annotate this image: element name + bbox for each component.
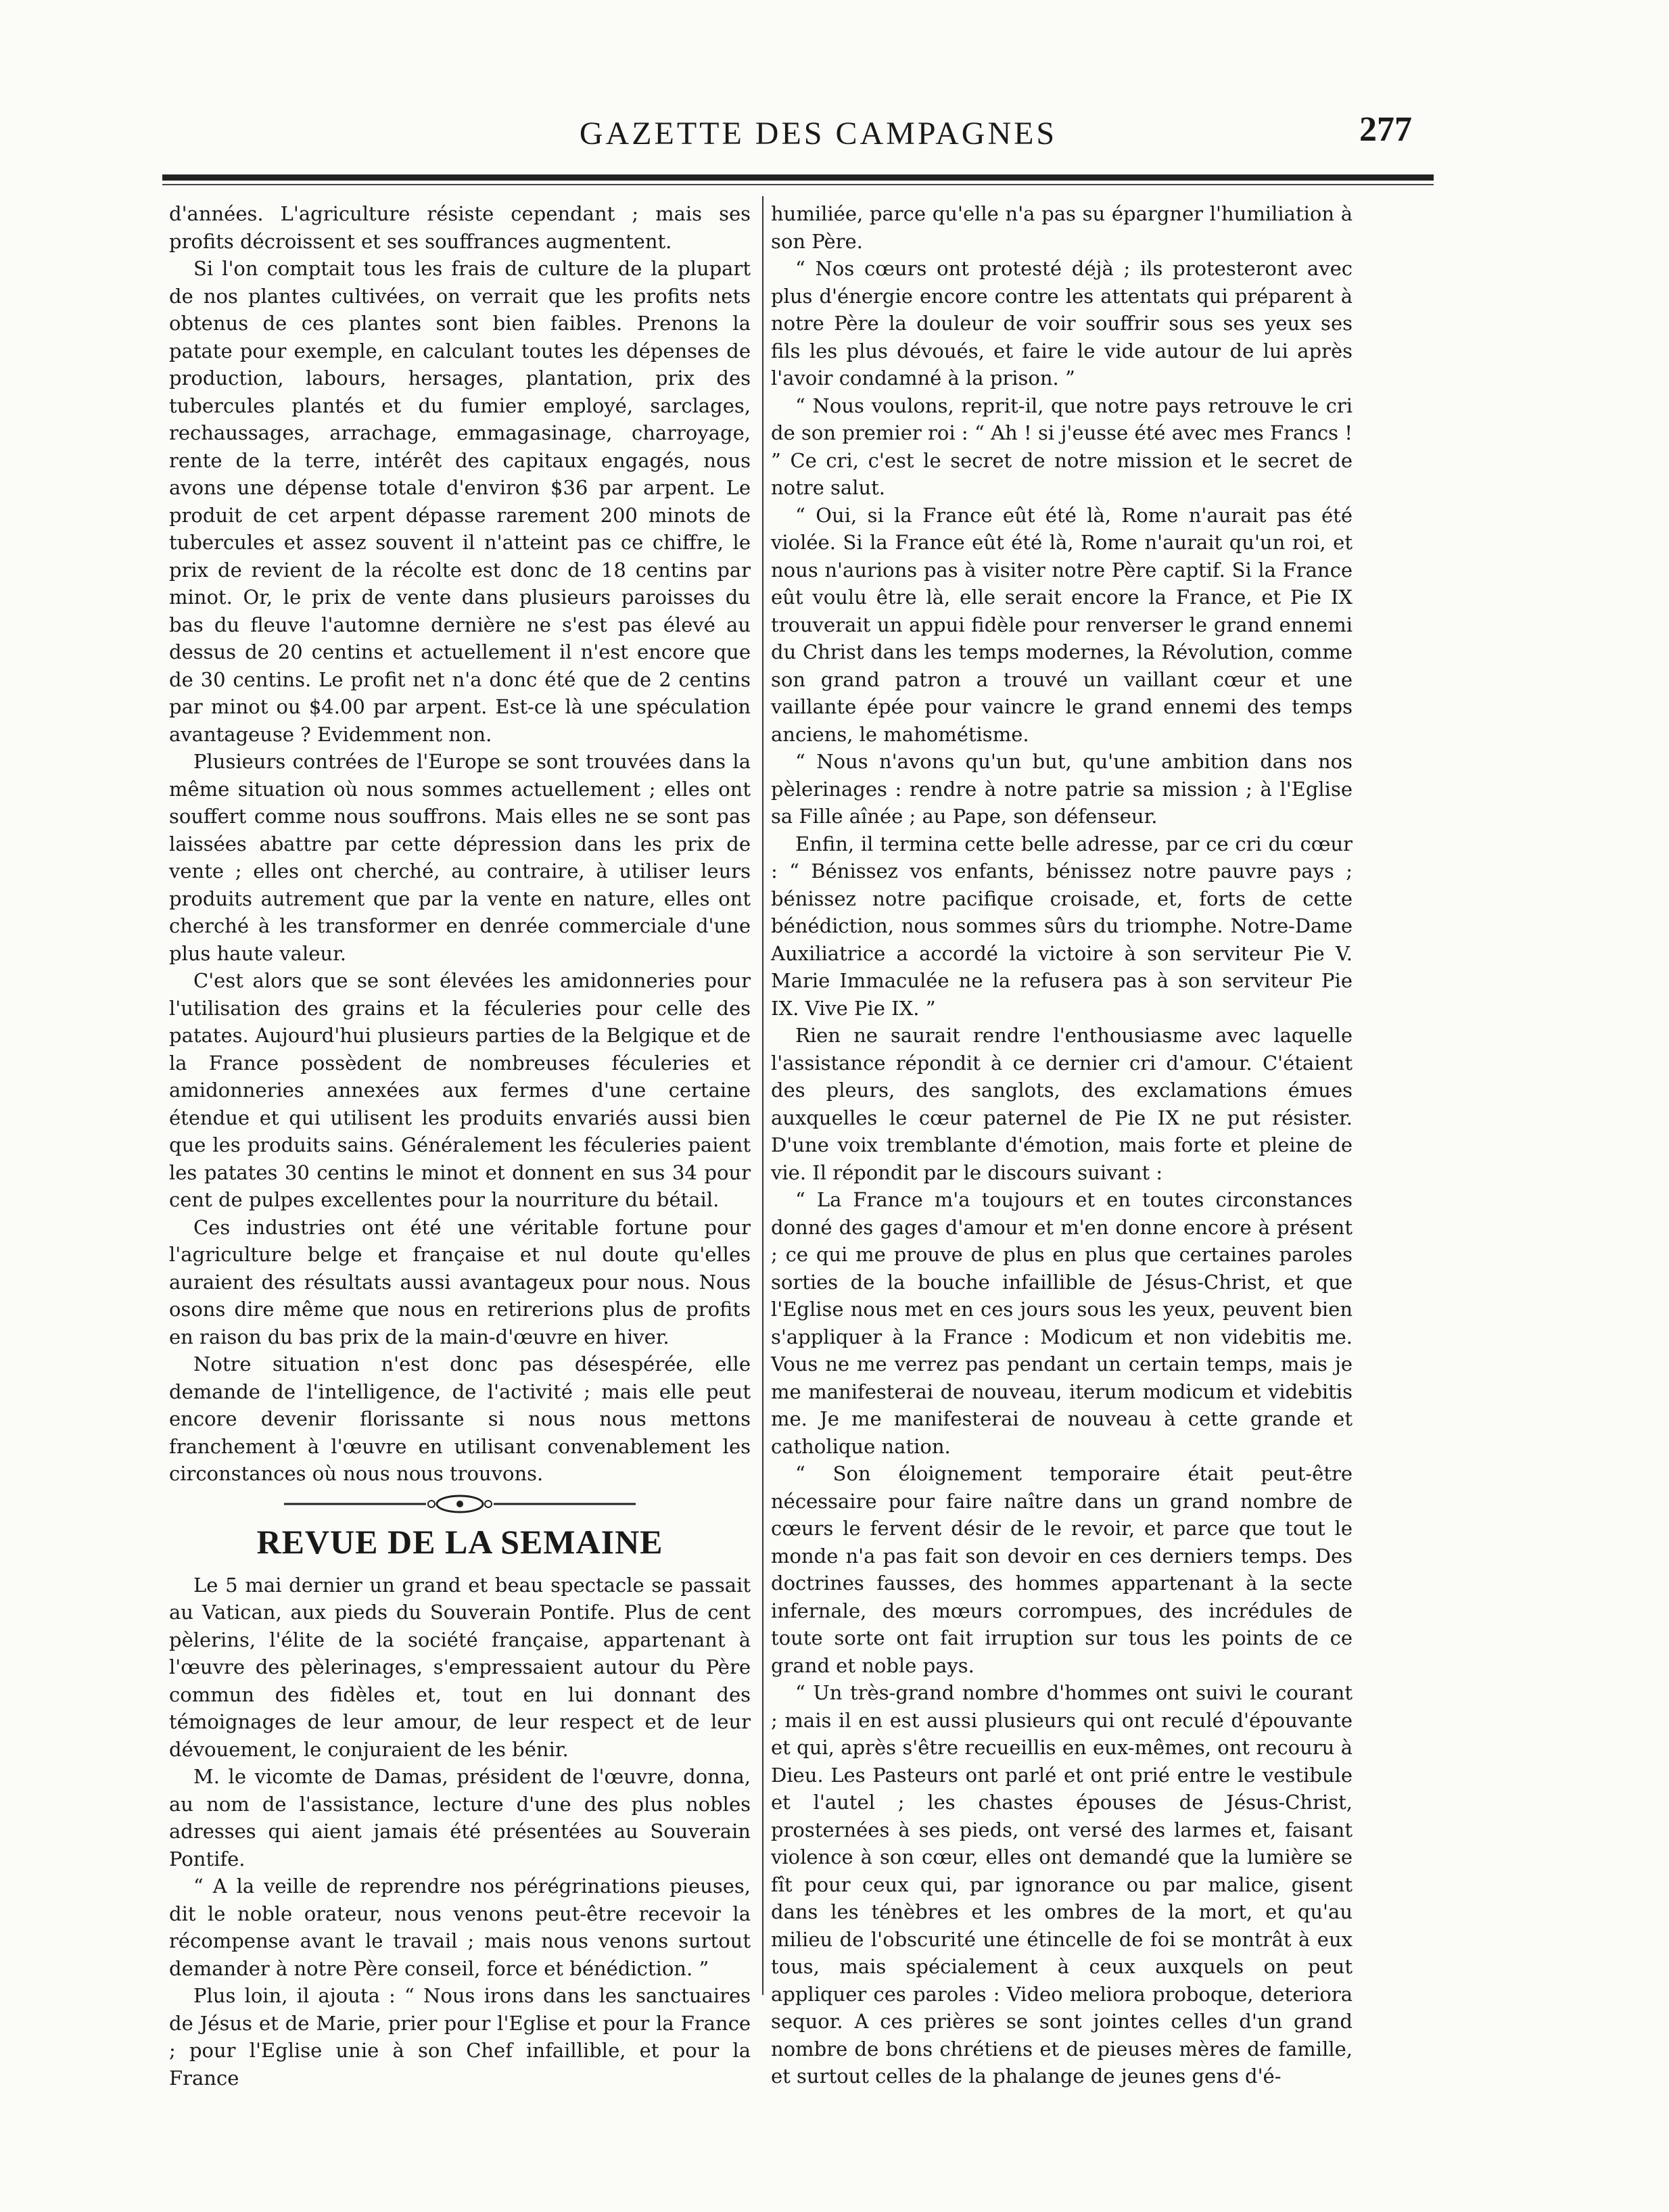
- paragraph: “ Oui, si la France eût été là, Rome n'aurait pas été violée. Si la France eût été là, Rome n'aurait qu'un roi, et nous n'aurions pas à visiter notre Père captif. Si la France eût voulu être là, elle serait encore la France, et Pie IX trouverait un appui fidèle pour renverser le grand ennemi du Christ dans les temps modernes, la Révolution, comme son grand patron a trouvé un vaillant cœur et une vaillante épée pour vaincre le grand ennemi des temps anciens, le mahométisme.: [771, 503, 1353, 746]
- paragraph: Notre situation n'est donc pas désespérée, elle demande de l'intelligence, de l'activité ; mais elle peut encore devenir florissante si nous nous mettons franchement à l'œuvre en utilisant convenablement les circonstances où nous nous trouvons.: [169, 1352, 751, 1485]
- paragraph: “ Nous voulons, reprit-il, que notre pays retrouve le cri de son premier roi : “ Ah ! si j'eusse été avec mes Francs ! ” Ce cri, c'est le secret de notre mission et le secret de notre salut.: [771, 394, 1353, 499]
- paragraph: “ Un très-grand nombre d'hommes ont suivi le courant ; mais il en est aussi plusieurs qui ont reculé d'épouvante et qui, après s'être recueillis en eux-mêmes, ont recouru à Dieu. Les Pasteurs ont parlé et ont prié entre le vestibule et l'autel ; les chastes épouses de Jésus-Christ, prosternées à ses pieds, ont versé des larmes et, faisant violence à son cœur, elles ont demandé que la lumière se fît pour ceux qui, par ignorance ou par malice, gisent dans les ténèbres et les ombres de la mort, et qu'au milieu de l'obscurité une étincelle de foi se montrât à eux tous, mais spécialement à ceux auxquels on peut appliquer ces paroles : Video meliora proboque, deteriora sequor. A ces prières se sont jointes celles d'un grand nombre de bons chrétiens et de pieuses mères de famille, et surtout celles de la phalange de jeunes gens d'é-: [771, 1681, 1353, 2088]
- paragraph: d'années. L'agriculture résiste cependant ; mais ses profits décroissent et ses souffrances augmentent.: [169, 202, 751, 253]
- page-number: 277: [1359, 110, 1412, 149]
- paragraph: “ Nos cœurs ont protesté déjà ; ils protesteront avec plus d'énergie encore contre les attentats qui préparent à notre Père la douleur de voir souffrir sous ses yeux ses fils les plus dévoués, et faire le vide autour de lui après l'avoir condamné à la prison. ”: [771, 257, 1353, 390]
- page-header: [0, 110, 1669, 162]
- paragraph: Plusieurs contrées de l'Europe se sont trouvées dans la même situation où nous sommes actuellement ; elles ont souffert comme nous souffrons. Mais elles ne se sont pas laissées abattre par cette dépression dans les prix de vente ; elles ont cherché, au contraire, à utiliser leurs produits autrement que par la vente en nature, elles ont cherché à les transformer en denrée commerciale d'une plus haute valeur.: [169, 750, 751, 965]
- paragraph: C'est alors que se sont élevées les amidonneries pour l'utilisation des grains et la féculeries pour celle des patates. Aujourd'hui plusieurs parties de la Belgique et de la France possèdent de nombreuses féculeries et amidonneries annexées aux fermes d'une certaine étendue et qui utilisent les produits envariés aussi bien que les produits sains. Généralement les féculeries paient les patates 30 centins le minot et donnent en sus 34 pour cent de pulpes excellentes pour la nourriture du bétail.: [169, 969, 751, 1211]
- paragraph: “ La France m'a toujours et en toutes circonstances donné des gages d'amour et m'en donne encore à présent ; ce qui me prouve de plus en plus que certaines paroles sorties de la bouche infaillible de Jésus-Christ, et que l'Eglise nous met en ces jours sous les yeux, peuvent bien s'appliquer à la France : Modicum et non videbitis me. Vous ne me verrez pas pendant un certain temps, mais je me manifesterai de nouveau, iterum modicum et videbitis me. Je me manifesterai de nouveau à cette grande et catholique nation.: [771, 1188, 1353, 1458]
- right-column: [771, 200, 1353, 2090]
- paragraph: Ces industries ont été une véritable fortune pour l'agriculture belge et française et nul doute qu'elles auraient des résultats aussi avantageux pour nous. Nous osons dire même que nous en retirerions plus de profits en raison du bas prix de la main-d'œuvre en hiver.: [169, 1215, 751, 1348]
- paragraph: Si l'on comptait tous les frais de culture de la plupart de nos plantes cultivées, on verrait que les profits nets obtenus de ces plantes sont bien faibles. Prenons la patate pour exemple, en calculant toutes les dépenses de production, labours, hersages, plantation, prix des tubercules plantés et du fumier employé, sarclages, rechaussages, arrachage, emmagasinage, charroyage, rente de la terre, intérêt des capitaux engagés, nous avons une dépense totale d'environ $36 par arpent. Le produit de cet arpent dépasse rarement 200 minots de tubercules et assez souvent il n'atteint pas ce chiffre, le prix de revient de la récolte est donc de 18 centins par minot. Or, le prix de vente dans plusieurs paroisses du bas du fleuve l'automne dernière ne s'est pas élevé au dessus de 20 centins et actuellement il n'est encore que de 30 centins. Le profit net n'a donc été que de 2 centins par minot ou $4.00 par arpent. Est-ce là une spéculation avantageuse ? Evidemment non.: [169, 257, 751, 746]
- paragraph: humiliée, parce qu'elle n'a pas su épargner l'humiliation à son Père.: [771, 202, 1353, 253]
- left-column: [169, 200, 751, 2092]
- column-divider: [762, 196, 763, 1995]
- ornament-divider: [271, 1492, 649, 1516]
- header-rule: [162, 174, 1434, 181]
- paragraph: Rien ne saurait rendre l'enthousiasme avec laquelle l'assistance répondit à ce dernier cri d'amour. C'étaient des pleurs, des sanglots, des exclamations émues auxquelles le cœur paternel de Pie IX ne put résister. D'une voix tremblante d'émotion, mais forte et pleine de vie. Il répondit par le discours suivant :: [771, 1024, 1353, 1184]
- paragraph: “ Son éloignement temporaire était peut-être nécessaire pour faire naître dans un grand nombre de cœurs le fervent désir de le revoir, et parce que tout le monde n'a pas fait son devoir en ces derniers temps. Des doctrines fausses, des hommes appartenant à la secte infernale, des mœurs corrompues, des incrédules de toute sorte ont fait irruption sur tous les points de ce grand et noble pays.: [771, 1462, 1353, 1677]
- paragraph: Enfin, il termina cette belle adresse, par ce cri du cœur : “ Bénissez vos enfants, bénissez notre pauvre pays ; bénissez notre pacifique croisade, et, forts de cette bénédiction, nous sommes sûrs du triomphe. Notre-Dame Auxiliatrice a accordé la victoire à son serviteur Pie V. Marie Immaculée ne la refusera pas à son serviteur Pie IX. Vive Pie IX. ”: [771, 832, 1353, 1020]
- paragraph: Le 5 mai dernier un grand et beau spectacle se passait au Vatican, aux pieds du Souverain Pontife. Plus de cent pèlerins, l'élite de la société française, appartenant à l'œuvre des pèlerinages, s'empressaient autour du Père commun des fidèles et, tout en lui donnant des témoignages de leur amour, de leur respect et de leur dévouement, le conjuraient de les bénir.: [169, 1573, 751, 1761]
- paragraph: “ A la veille de reprendre nos pérégrinations pieuses, dit le noble orateur, nous venons peut-être recevoir la récompense avant le travail ; mais nous venons surtout demander à notre Père conseil, force et bénédiction. ”: [169, 1875, 751, 1980]
- section-title: REVUE DE LA SEMAINE: [256, 1522, 663, 1561]
- paragraph: “ Nous n'avons qu'un but, qu'une ambition dans nos pèlerinages : rendre à notre patrie sa mission ; à l'Eglise sa Fille aînée ; au Pape, son défenseur.: [771, 750, 1353, 828]
- paragraph: M. le vicomte de Damas, président de l'œuvre, donna, au nom de l'assistance, lecture d'une des plus nobles adresses qui aient jamais été présentées au Souverain Pontife.: [169, 1765, 751, 1870]
- paragraph: Plus loin, il ajouta : “ Nous irons dans les sanctuaires de Jésus et de Marie, prier pour l'Eglise et pour la France ; pour l'Eglise unie à son Chef infaillible, et pour la France: [169, 1984, 751, 2090]
- masthead-title: GAZETTE DES CAMPAGNES: [579, 116, 1058, 151]
- header-rule-thin: [162, 184, 1434, 185]
